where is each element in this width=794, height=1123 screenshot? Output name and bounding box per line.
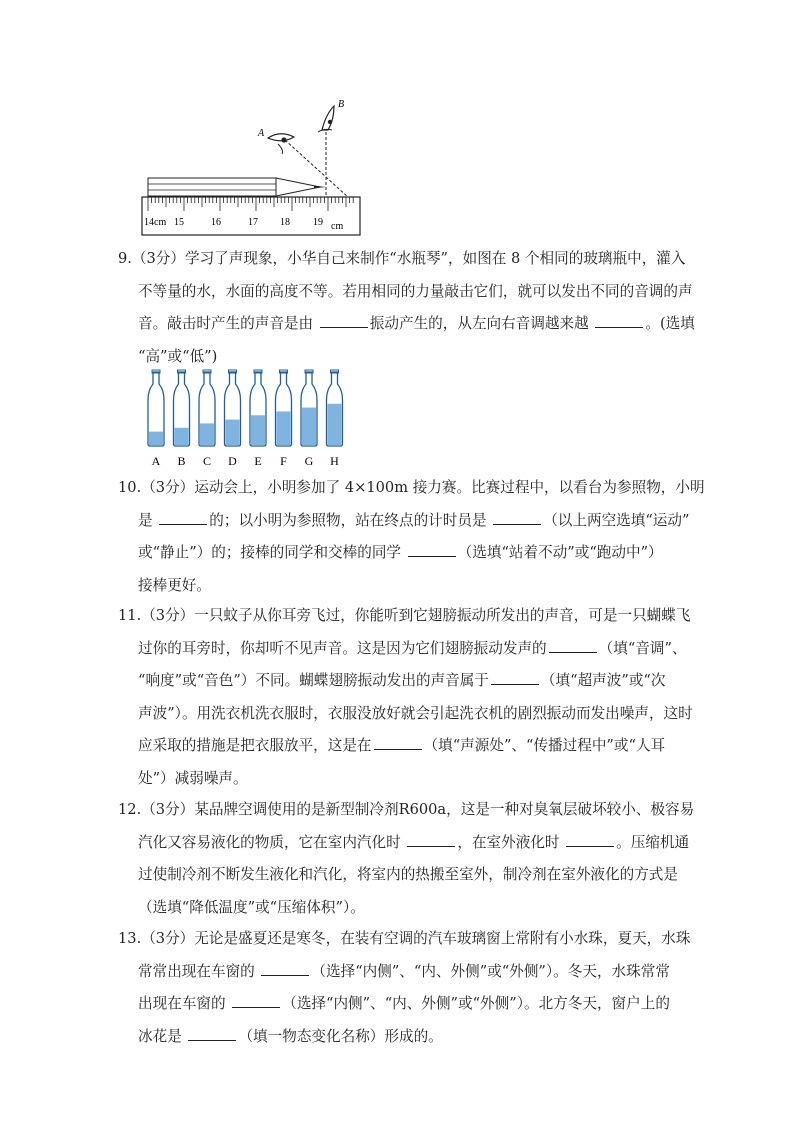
bottles-group <box>148 370 343 468</box>
q13-line-1: 13.（3分）无论是盛夏还是寒冬，在装有空调的汽车玻璃窗上常附有小水珠，夏天，水珠 <box>118 930 691 947</box>
bottle-water <box>251 415 265 445</box>
q13-text-d: （选择“内侧”、“内、外侧”或“外侧”）。北方冬天，窗户上的 <box>282 995 670 1012</box>
bottle-label: D <box>228 454 237 468</box>
q11-text-d: （填“超声波”或“次 <box>540 672 666 689</box>
q11-text-e: 应采取的措施是把衣服放平，这是在 <box>138 737 372 754</box>
q12-text-a: 汽化又容易液化的物质，它在室内汽化时 <box>138 833 401 851</box>
q10-text-a: 是 <box>138 511 153 529</box>
q10-line-2 <box>118 505 690 538</box>
pencil <box>148 178 326 196</box>
q13-text-b: （选择“内侧”、“内、外侧”或“外侧”）。冬天，水珠常常 <box>311 962 670 980</box>
q12-line-3: 过使制冷剂不断发生液化和汽化，将室内的热搬至室外，制冷剂在室外液化的方式是 <box>138 866 678 883</box>
q13-blank-2[interactable] <box>232 1006 280 1008</box>
question-12 <box>118 794 695 924</box>
q11-text-b: （填“音调”、 <box>598 639 687 657</box>
q12-blank-2[interactable] <box>566 845 614 847</box>
q13-text-c: 出现在车窗的 <box>138 995 226 1012</box>
q11-text-a: 过你的耳旁时，你却听不见声音。这是因为它们翅膀振动发声的 <box>138 639 547 657</box>
q9-blank-1[interactable] <box>320 326 368 328</box>
bottle-C <box>199 370 215 468</box>
q10-line-3 <box>118 537 684 570</box>
bottle-water <box>277 411 291 445</box>
q13-text-a: 常常出现在车窗的 <box>138 962 255 980</box>
eye-a-icon <box>268 134 294 154</box>
bottle-H <box>327 370 343 468</box>
q13-line-3 <box>118 988 684 1021</box>
label-b: B <box>338 99 345 110</box>
q9-blank-2[interactable] <box>595 326 643 328</box>
q11-line-5 <box>118 730 684 763</box>
q13-blank-3[interactable] <box>188 1039 236 1041</box>
q10-text-b: 的；以小明为参照物，站在终点的计时员是 <box>209 511 487 529</box>
ruler-pencil-figure <box>138 94 370 239</box>
q12-line-4: （选填“降低温度”或“压缩体积”）。 <box>138 898 365 916</box>
bottle-A <box>148 370 164 468</box>
q11-blank-1[interactable] <box>549 651 597 653</box>
q11-blank-2[interactable] <box>491 683 539 685</box>
q10-text-c: （以上两空选填“运动” <box>543 511 690 529</box>
q13-line-2 <box>118 956 684 989</box>
bottle-label: G <box>304 454 314 468</box>
bottle-label: F <box>280 454 287 468</box>
question-11 <box>118 600 693 795</box>
bottle-water <box>149 432 163 445</box>
bottle-water <box>302 408 316 445</box>
ruler-label-1: 15 <box>174 217 184 228</box>
label-a: A <box>258 128 265 139</box>
q12-line-2 <box>118 827 690 860</box>
q10-text-e: （选填“站着不动”或“跑动中”） <box>457 544 663 561</box>
bottle-water <box>175 428 189 445</box>
ruler-label-4: 18 <box>280 217 290 228</box>
bottle-F <box>276 370 292 468</box>
q11-line-6: 处”）减弱噪声。 <box>138 769 248 787</box>
q10-text-d: 或“静止”）的；接棒的同学和交棒的同学 <box>138 544 402 561</box>
q12-line-1: 12.（3分）某品牌空调使用的是新型制冷剂R600a，这是一种对臭氧层破坏较小、极容易 <box>118 801 695 818</box>
q11-line-1: 11.（3分）一只蚊子从你耳旁飞过，你能听到它翅膀振动所发出的声音，可是一只蝴蝶飞 <box>118 607 691 624</box>
q12-text-b: ，在室外液化时 <box>457 833 560 851</box>
bottle-water <box>226 420 240 445</box>
q10-line-4: 接棒更好。 <box>138 576 211 594</box>
q11-text-f: （填“声源处”、“传播过程中”或“人耳 <box>423 737 666 754</box>
question-10 <box>118 472 705 602</box>
q11-text-c: “响度”或“音色”）不同。蝴蝶翅膀振动发出的声音属于 <box>138 672 489 689</box>
q11-blank-3[interactable] <box>374 748 422 750</box>
q9-text-b: 振动产生的，从左向右音调越来越 <box>369 315 589 332</box>
ruler-label-3: 17 <box>248 217 258 228</box>
q13-text-f: （填一物态变化名称）形成的。 <box>238 1027 443 1045</box>
bottle-D <box>225 370 241 468</box>
q11-line-2 <box>118 633 687 666</box>
eye-b-icon <box>318 106 334 132</box>
q11-line-4: 声波”）。用洗衣机洗衣服时，衣服没放好就会引起洗衣机的剧烈振动而发出噪声，这时 <box>138 704 693 722</box>
q9-line-1: 9.（3分）学习了声现象，小华自己来制作“水瓶琴”，如图在 8 个相同的玻璃瓶中，灌入 <box>118 250 686 267</box>
q10-blank-1[interactable] <box>159 523 207 525</box>
q9-line-4: “高”或“低”) <box>138 347 218 365</box>
question-9 <box>118 243 695 373</box>
ruler-unit: cm <box>331 221 344 232</box>
water-bottles-figure <box>138 368 353 470</box>
bottle-label: C <box>202 454 212 468</box>
q9-text-a: 音。敲击时产生的声音是由 <box>138 315 314 332</box>
q10-line-1: 10.（3分）运动会上，小明参加了 4×100m 接力赛。比赛过程中，以看台为参照物，小明 <box>118 479 705 496</box>
q13-text-e: 冰花是 <box>138 1027 182 1045</box>
ruler <box>142 197 360 235</box>
bottle-label: B <box>177 454 186 468</box>
bottle-G <box>301 370 317 468</box>
q11-line-3 <box>118 665 684 698</box>
ruler-label-0: 14cm <box>144 217 167 228</box>
bottle-label: A <box>151 454 161 468</box>
question-13 <box>118 923 691 1053</box>
q9-line-2: 不等量的水，水面的高度不等。若用相同的力量敲击它们，就可以发出不同的音调的声 <box>138 282 693 300</box>
q10-blank-2[interactable] <box>493 523 541 525</box>
q13-line-4 <box>118 1021 684 1054</box>
ruler-label-2: 16 <box>211 217 221 228</box>
bottle-label: H <box>330 454 339 468</box>
bottle-E <box>250 370 266 468</box>
q9-text-c: 。(选填 <box>645 315 695 332</box>
q12-text-c: 。压缩机通 <box>616 833 690 851</box>
bottle-water <box>328 404 342 445</box>
bottle-water <box>200 423 214 445</box>
q13-blank-1[interactable] <box>261 974 309 976</box>
q12-blank-1[interactable] <box>407 845 455 847</box>
q9-line-3 <box>118 308 695 341</box>
bottle-label: E <box>254 454 262 468</box>
bottle-B <box>174 370 190 468</box>
ruler-label-5: 19 <box>313 217 323 228</box>
q10-blank-3[interactable] <box>408 555 456 557</box>
